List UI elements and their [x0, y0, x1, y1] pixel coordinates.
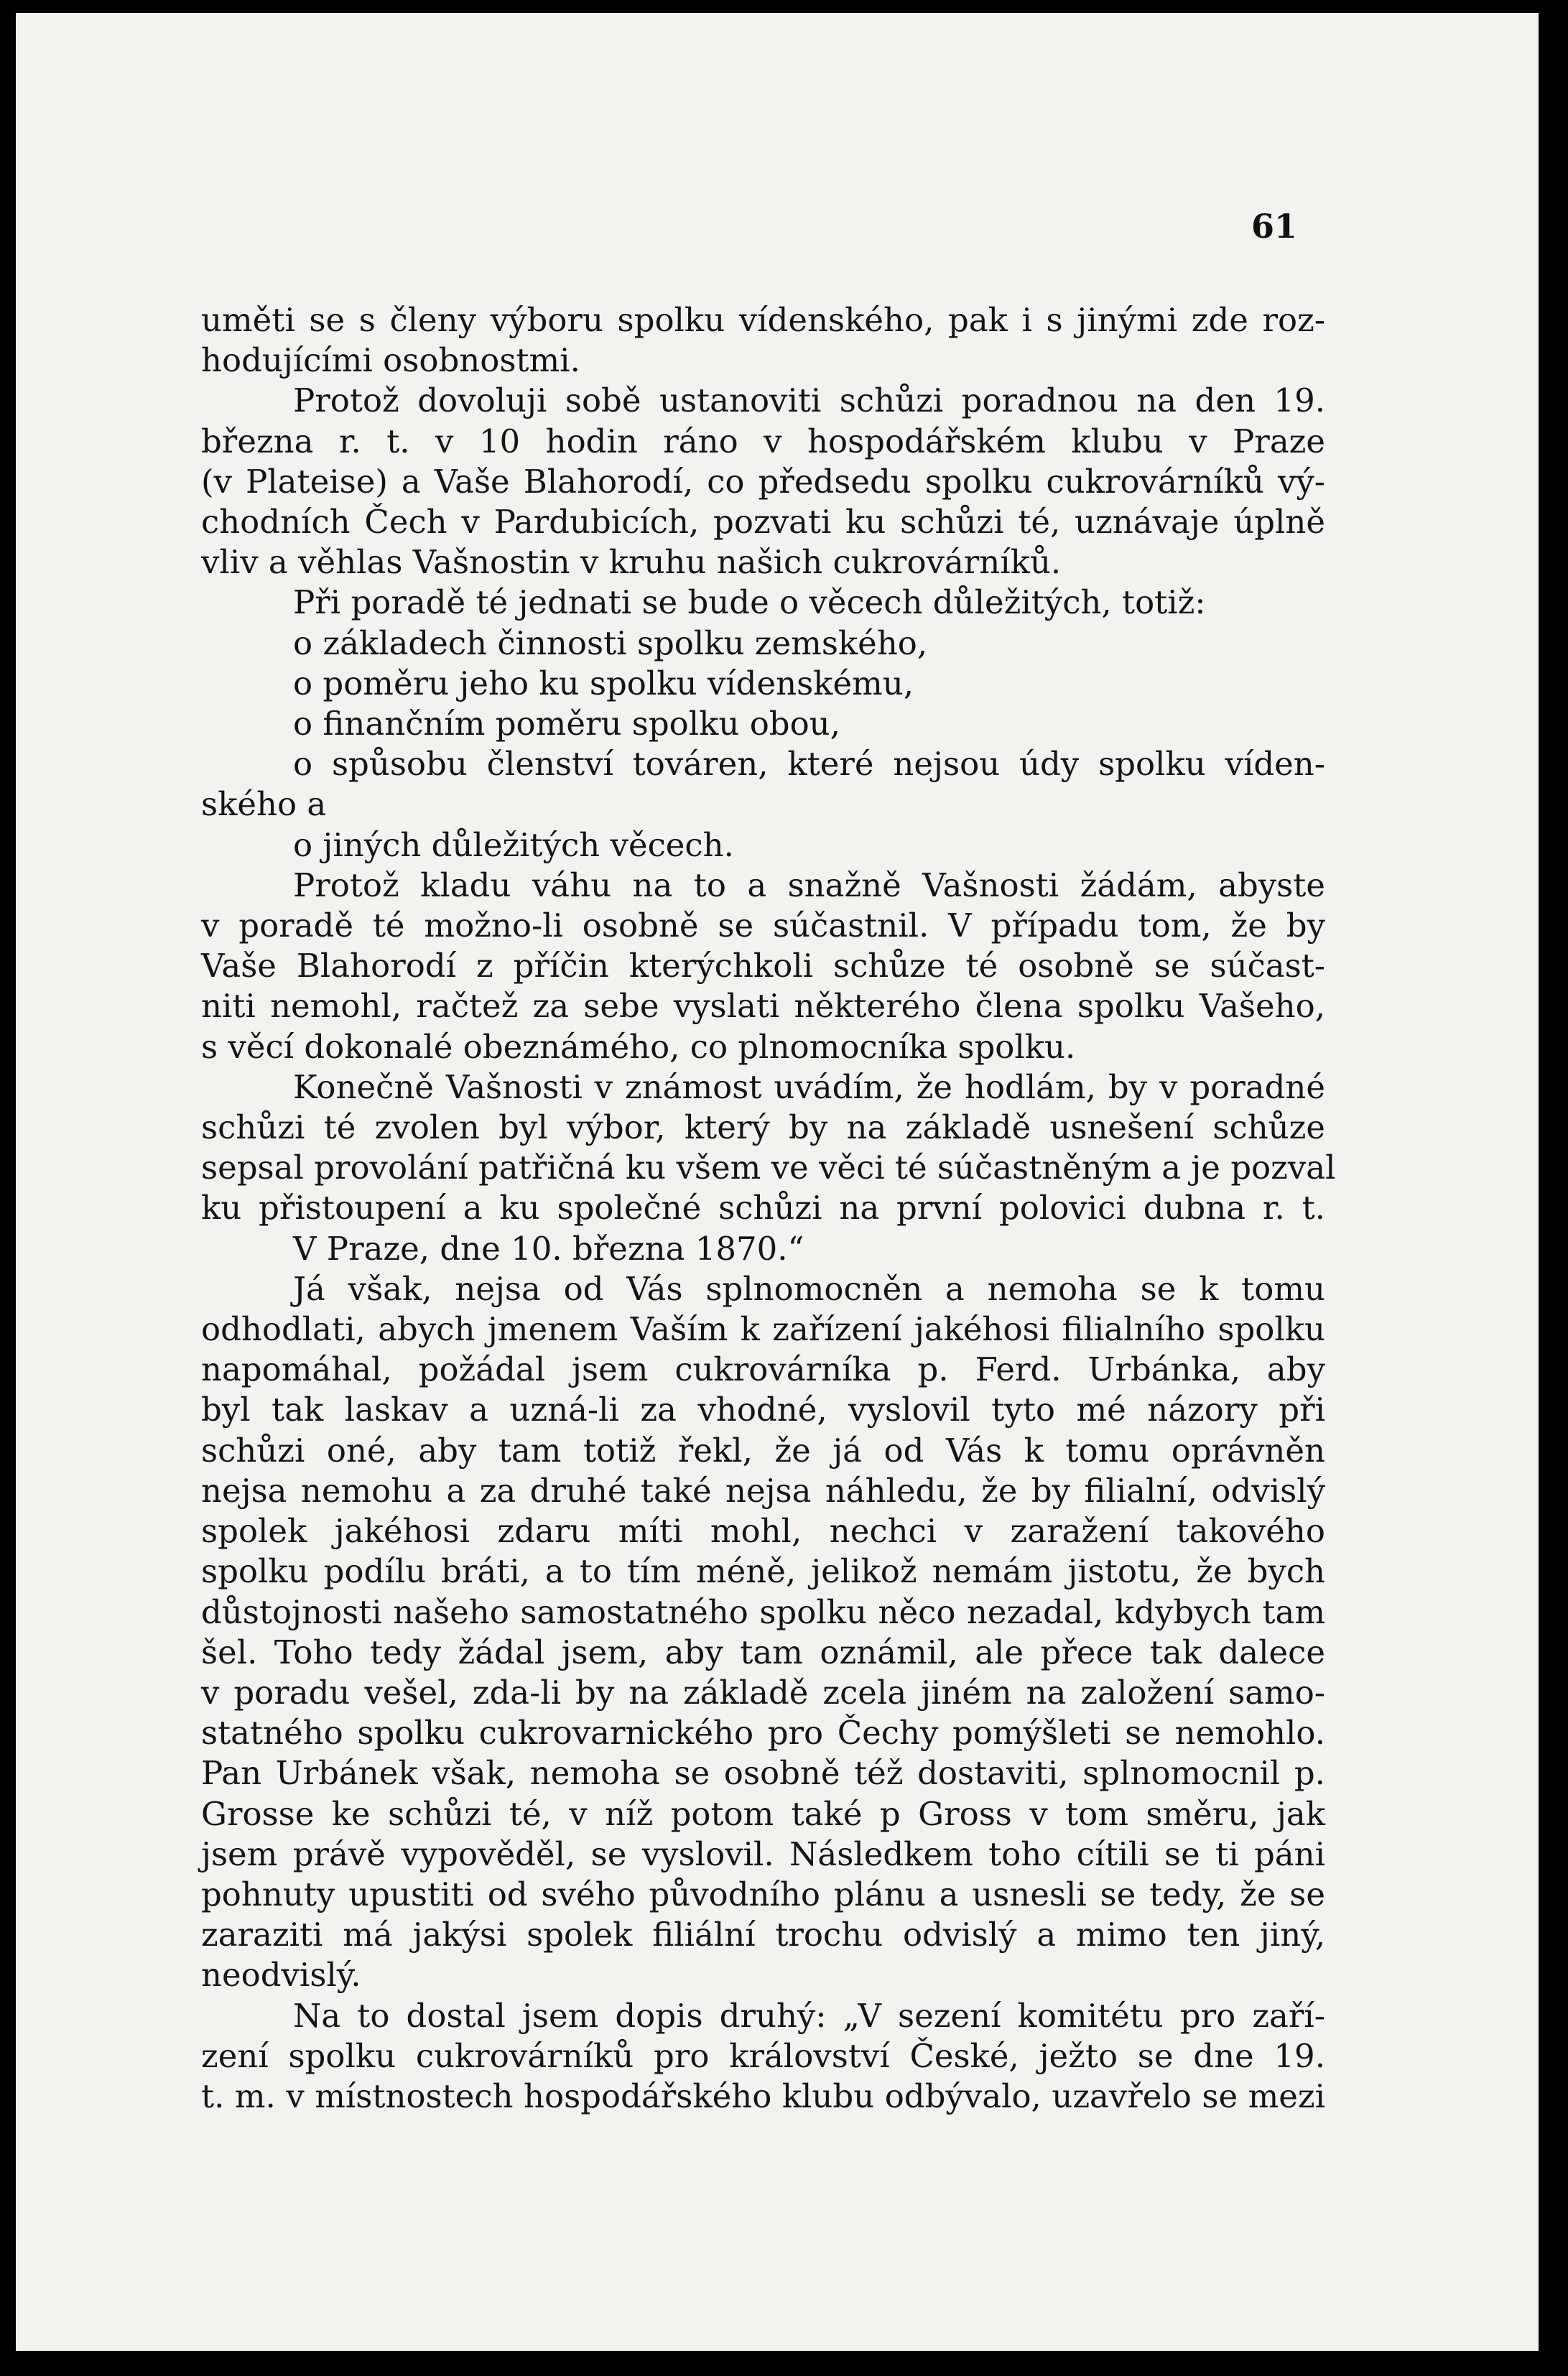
text-line: zaraziti má jakýsi spolek filiální trochu odvislý a mimo ten jiný, [201, 1916, 1325, 1954]
text-line: (v Plateise) a Vaše Blahorodí, co předsedu spolku cukrovárníků vý- [201, 462, 1325, 501]
text-line: Pan Urbánek však, nemoha se osobně též dostaviti, splnomocnil p. [201, 1754, 1325, 1793]
text-line: Grosse ke schůzi té, v níž potom také p Gross v tom směru, jak [201, 1794, 1325, 1833]
text-line: Konečně Vašnosti v známost uvádím, že hodlám, by v poradné [293, 1067, 1325, 1106]
text-line: o spůsobu členství továren, které nejsou údy spolku víden- [293, 745, 1325, 784]
text-line: statného spolku cukrovarnického pro Čechy pomýšleti se nemohlo. [201, 1714, 1325, 1753]
text-line: o finančním poměru spolku obou, [293, 705, 840, 743]
text-line: Vaše Blahorodí z příčin kterýchkoli schůze té osobně se súčast- [201, 947, 1325, 985]
text-line: března r. t. v 10 hodin ráno v hospodářském klubu v Praze [201, 422, 1325, 460]
text-line: t. m. v místnostech hospodářského klubu odbývalo, uzavřelo se mezi [201, 2076, 1325, 2115]
text-line: s věcí dokonalé obeznámého, co plnomocníka spolku. [201, 1027, 1076, 1066]
text-line: schůzi té zvolen byl výbor, který by na základě usnešení schůze [201, 1108, 1325, 1147]
text-line: napomáhal, požádal jsem cukrovárníka p. Ferd. Urbánka, aby [201, 1350, 1325, 1389]
text-line: ku přistoupení a ku společné schůzi na první polovici dubna r. t. [201, 1189, 1325, 1228]
text-line: jsem právě vypověděl, se vyslovil. Následkem toho cítili se ti páni [201, 1834, 1325, 1873]
body-text [201, 300, 1336, 2117]
text-line: o jiných důležitých věcech. [293, 825, 734, 864]
text-line: v poradu vešel, zda-li by na základě zcela jiném na založení samo- [201, 1673, 1325, 1712]
text-line: V Praze, dne 10. března 1870.“ [293, 1229, 804, 1268]
text-line: vliv a věhlas Vašnostin v kruhu našich cukrovárníků. [201, 543, 1062, 582]
text-line: ského a [201, 785, 327, 824]
text-line: schůzi oné, aby tam totiž řekl, že já od Vás k tomu oprávněn [201, 1431, 1325, 1470]
text-line: spolku podílu bráti, a to tím méně, jelikož nemám jistotu, že bych [201, 1552, 1325, 1591]
text-line: Protož kladu váhu na to a snažně Vašnosti žádám, abyste [293, 866, 1325, 904]
text-line: niti nemohl, račtež za sebe vyslati některého člena spolku Vašeho, [201, 987, 1325, 1026]
book-page [16, 13, 1539, 2351]
text-line: pohnuty upustiti od svého původního plánu a usnesli se tedy, že se [201, 1875, 1325, 1913]
text-line: uměti se s členy výboru spolku vídenského, pak i s jinými zde roz- [201, 301, 1325, 339]
text-line: Já však, nejsa od Vás splnomocněn a nemoha se k tomu [293, 1269, 1325, 1308]
text-line: Při poradě té jednati se bude o věcech důležitých, totiž: [293, 583, 1206, 622]
text-line: Protož dovoluji sobě ustanoviti schůzi poradnou na den 19. [293, 381, 1325, 420]
text-line: šel. Toho tedy žádal jsem, aby tam oznámil, ale přece tak dalece [201, 1633, 1325, 1671]
text-line: o základech činnosti spolku zemského, [293, 623, 928, 662]
text-line: nejsa nemohu a za druhé také nejsa náhledu, že by filialní, odvislý [201, 1471, 1325, 1510]
text-line: o poměru jeho ku spolku vídenskému, [293, 664, 914, 702]
text-line: odhodlati, abych jmenem Vaším k zařízení jakéhosi filialního spolku [201, 1310, 1325, 1349]
text-line: důstojnosti našeho samostatného spolku něco nezadal, kdybych tam [201, 1592, 1325, 1631]
text-line: sepsal provolání patřičná ku všem ve věci té súčastněným a je pozval [201, 1148, 1336, 1187]
text-line: v poradě té možno-li osobně se súčastnil. V případu tom, že by [201, 906, 1325, 945]
text-line: neodvislý. [201, 1956, 361, 1995]
text-line: chodních Čech v Pardubicích, pozvati ku schůzi té, uznávaje úplně [201, 503, 1325, 542]
page-number: 61 [1251, 207, 1298, 246]
text-line: zení spolku cukrovárníků pro království České, ježto se dne 19. [201, 2036, 1325, 2075]
text-line: hodujícími osobnostmi. [201, 341, 580, 380]
text-line: spolek jakéhosi zdaru míti mohl, nechci v zaražení takového [201, 1512, 1325, 1551]
text-line: Na to dostal jsem dopis druhý: „V sezení komitétu pro zaří- [293, 1996, 1325, 2035]
text-line: byl tak laskav a uzná-li za vhodné, vyslovil tyto mé názory při [201, 1391, 1325, 1429]
